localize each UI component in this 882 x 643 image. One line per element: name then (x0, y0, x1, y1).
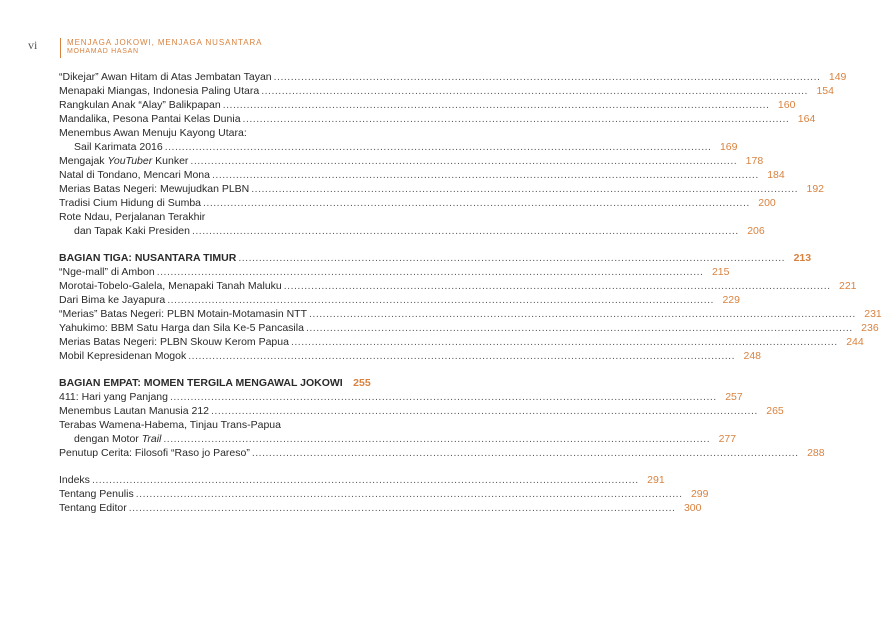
entry-title (59, 154, 188, 168)
dot-leader: ................................................................................................................................................................ (211, 405, 758, 417)
toc-entry[interactable] (59, 196, 776, 210)
dot-leader: ................................................................................................................................................................ (242, 113, 790, 125)
dot-leader: ................................................................................................................................................................ (283, 280, 831, 292)
entry-title-italic: YouTuber (107, 155, 153, 167)
page-ref: 244 (846, 336, 864, 348)
toc-entry[interactable] (59, 70, 847, 84)
entry-title-text: Tradisi Cium Hidung di Sumba (59, 197, 202, 209)
toc-entry[interactable] (59, 404, 784, 418)
dot-leader: ................................................................................................................................................................ (305, 322, 853, 334)
entry-title (59, 98, 221, 112)
page-ref: 288 (807, 447, 825, 459)
toc-section-heading[interactable] (59, 251, 812, 265)
dot-leader: ................................................................................................................................................................ (251, 447, 799, 459)
entry-title-text: Dari Bima ke Jayapura (59, 294, 166, 306)
dot-leader: ................................................................................................................................................................ (91, 474, 639, 486)
toc-entry[interactable] (59, 293, 740, 307)
header-divider (60, 38, 61, 58)
page-ref: 192 (806, 183, 825, 195)
dot-leader: ................................................................................................................................................................ (309, 308, 856, 320)
entry-title-continued (74, 224, 190, 238)
toc-entry[interactable] (59, 418, 737, 446)
toc-entry[interactable] (59, 84, 834, 98)
entry-title-text: Mobil Kepresidenan Mogok (59, 350, 187, 362)
dot-leader: ................................................................................................................................................................ (203, 197, 750, 209)
entry-title (59, 279, 282, 293)
page-ref: 229 (722, 294, 740, 306)
entry-title-text: Merias Batas Negeri: PLBN Skouw Kerom Papua (59, 336, 289, 348)
page-ref: 299 (690, 488, 709, 500)
toc-entry[interactable] (59, 446, 825, 460)
page-number: vi (28, 38, 38, 52)
entry-title-text: Rangkulan Anak “Alay” Balikpapan (59, 99, 221, 111)
entry-title-text: BAGIAN EMPAT: MOMEN TERGILA MENGAWAL JOKOWI (59, 377, 343, 389)
page-ref: 215 (711, 266, 730, 278)
page-ref: 164 (797, 113, 816, 125)
toc-entry[interactable] (59, 112, 816, 126)
dot-leader: ................................................................................................................................................................ (191, 225, 739, 237)
book-title: MENJAGA JOKOWI, MENJAGA NUSANTARA (67, 38, 263, 47)
page-ref: 248 (743, 350, 762, 362)
entry-title-text: Rote Ndau, Perjalanan Terakhir (59, 211, 206, 223)
page-ref: 213 (793, 252, 812, 264)
page-ref: 277 (718, 433, 737, 445)
toc-entry[interactable] (59, 182, 825, 196)
page-ref: 184 (767, 169, 785, 181)
entry-title (59, 210, 205, 224)
page-ref: 221 (839, 280, 857, 292)
page-ref: 236 (861, 322, 879, 334)
entry-title (59, 446, 250, 460)
toc-entry[interactable] (59, 473, 665, 487)
page-ref: 255 (353, 377, 371, 389)
toc-entry[interactable] (59, 168, 785, 182)
page-ref: 206 (747, 225, 765, 237)
entry-title (59, 168, 210, 182)
page-ref: 300 (683, 502, 702, 514)
dot-leader: ................................................................................................................................................................ (190, 155, 738, 167)
entry-title (59, 182, 249, 196)
entry-title-text: Sail Karimata 2016 (74, 141, 163, 153)
entry-title (59, 251, 236, 265)
toc-entry[interactable] (59, 390, 743, 404)
entry-title-text: Menembus Lautan Manusia 212 (59, 405, 210, 417)
entry-title (59, 390, 168, 404)
entry-title (59, 84, 259, 98)
dot-leader: ................................................................................................................................................................ (273, 71, 821, 83)
dot-leader: ................................................................................................................................................................ (222, 99, 770, 111)
entry-title (59, 307, 307, 321)
toc-entry[interactable] (59, 279, 857, 293)
entry-title (59, 196, 201, 210)
page-ref: 160 (777, 99, 796, 111)
entry-title-text: Tentang Penulis (59, 488, 134, 500)
page-ref: 200 (758, 197, 776, 209)
entry-title-text: Merias Batas Negeri: Mewujudkan PLBN (59, 183, 250, 195)
entry-title (59, 501, 127, 515)
entry-title-text: Mengajak (59, 155, 108, 167)
toc-entry[interactable] (59, 487, 709, 501)
dot-leader: ................................................................................................................................................................ (238, 252, 786, 264)
entry-title (59, 487, 134, 501)
entry-title-text: Natal di Tondano, Mencari Mona (59, 169, 210, 181)
dot-leader: ................................................................................................................................................................ (261, 85, 808, 97)
entry-title-text: Mandalika, Pesona Pantai Kelas Dunia (59, 113, 241, 125)
entry-title-italic: Trail (141, 433, 162, 445)
dot-leader: ................................................................................................................................................................ (135, 488, 683, 500)
dot-leader: ................................................................................................................................................................ (156, 266, 704, 278)
toc-entry[interactable] (59, 98, 796, 112)
page-ref: 231 (864, 308, 882, 320)
entry-title (59, 112, 241, 126)
entry-title (59, 404, 209, 418)
entry-title (59, 126, 247, 140)
toc-entry[interactable] (59, 501, 702, 515)
entry-title-text: Terabas Wamena-Habema, Tinjau Trans-Papua (59, 419, 281, 431)
dot-leader: ................................................................................................................................................................ (169, 391, 717, 403)
author-name: MOHAMAD HASAN (67, 48, 139, 55)
toc-entry[interactable] (59, 210, 765, 238)
entry-title-continued (74, 432, 161, 446)
page-ref: 169 (719, 141, 738, 153)
toc-entry[interactable] (59, 321, 879, 335)
entry-title-text: Menapaki Miangas, Indonesia Paling Utara (59, 85, 260, 97)
page-ref: 291 (647, 474, 665, 486)
entry-title-text: Indeks (59, 474, 90, 486)
entry-title (59, 70, 272, 84)
dot-leader: ................................................................................................................................................................ (163, 433, 711, 445)
toc-entry[interactable] (59, 335, 864, 349)
entry-title (59, 418, 281, 432)
entry-title-text: Tentang Editor (59, 502, 127, 514)
entry-title-text: Penutup Cerita: Filosofi “Raso jo Pareso” (59, 447, 250, 459)
page-ref: 178 (745, 155, 764, 167)
entry-title-text: 411: Hari yang Panjang (59, 391, 168, 403)
entry-title (59, 293, 165, 307)
dot-leader: ................................................................................................................................................................ (211, 169, 759, 181)
entry-title-text: “Dikejar” Awan Hitam di Atas Jembatan Tayan (59, 71, 272, 83)
entry-title-continued (74, 140, 163, 154)
toc-entry[interactable] (59, 154, 764, 168)
entry-title-text: BAGIAN TIGA: NUSANTARA TIMUR (59, 252, 237, 264)
dot-leader: ................................................................................................................................................................ (251, 183, 799, 195)
entry-title (59, 321, 304, 335)
entry-title-text: “Merias” Batas Negeri: PLBN Motain-Motamasin NTT (59, 308, 307, 320)
dot-leader: ................................................................................................................................................................ (128, 502, 676, 514)
page-ref: 257 (725, 391, 743, 403)
page-ref: 149 (828, 71, 847, 83)
entry-title-text: “Nge-mall” di Ambon (59, 266, 155, 278)
entry-title (59, 335, 289, 349)
entry-title-text: dan Tapak Kaki Presiden (74, 225, 190, 237)
dot-leader: ................................................................................................................................................................ (164, 141, 712, 153)
dot-leader: ................................................................................................................................................................ (188, 350, 736, 362)
entry-title (59, 349, 186, 363)
entry-title (59, 473, 90, 487)
entry-title-text: dengan Motor (74, 433, 142, 445)
toc-section-heading[interactable] (59, 376, 371, 390)
page-ref: 154 (816, 85, 834, 97)
entry-title-text: Morotai-Tobelo-Galela, Menapaki Tanah Maluku (59, 280, 282, 292)
entry-title-text: Kunker (152, 155, 189, 167)
toc-entry[interactable] (59, 265, 730, 279)
dot-leader: ................................................................................................................................................................ (290, 336, 838, 348)
dot-leader: ................................................................................................................................................................ (167, 294, 714, 306)
toc-entry[interactable] (59, 349, 762, 363)
toc-entry[interactable] (59, 126, 738, 154)
entry-title (59, 265, 155, 279)
toc-entry[interactable] (59, 307, 882, 321)
page-ref: 265 (766, 405, 784, 417)
entry-title-text: Menembus Awan Menuju Kayong Utara: (59, 127, 247, 139)
entry-title-text: Yahukimo: BBM Satu Harga dan Sila Ke-5 Pancasila (59, 322, 304, 334)
table-of-contents (59, 70, 882, 515)
entry-title (59, 376, 343, 390)
